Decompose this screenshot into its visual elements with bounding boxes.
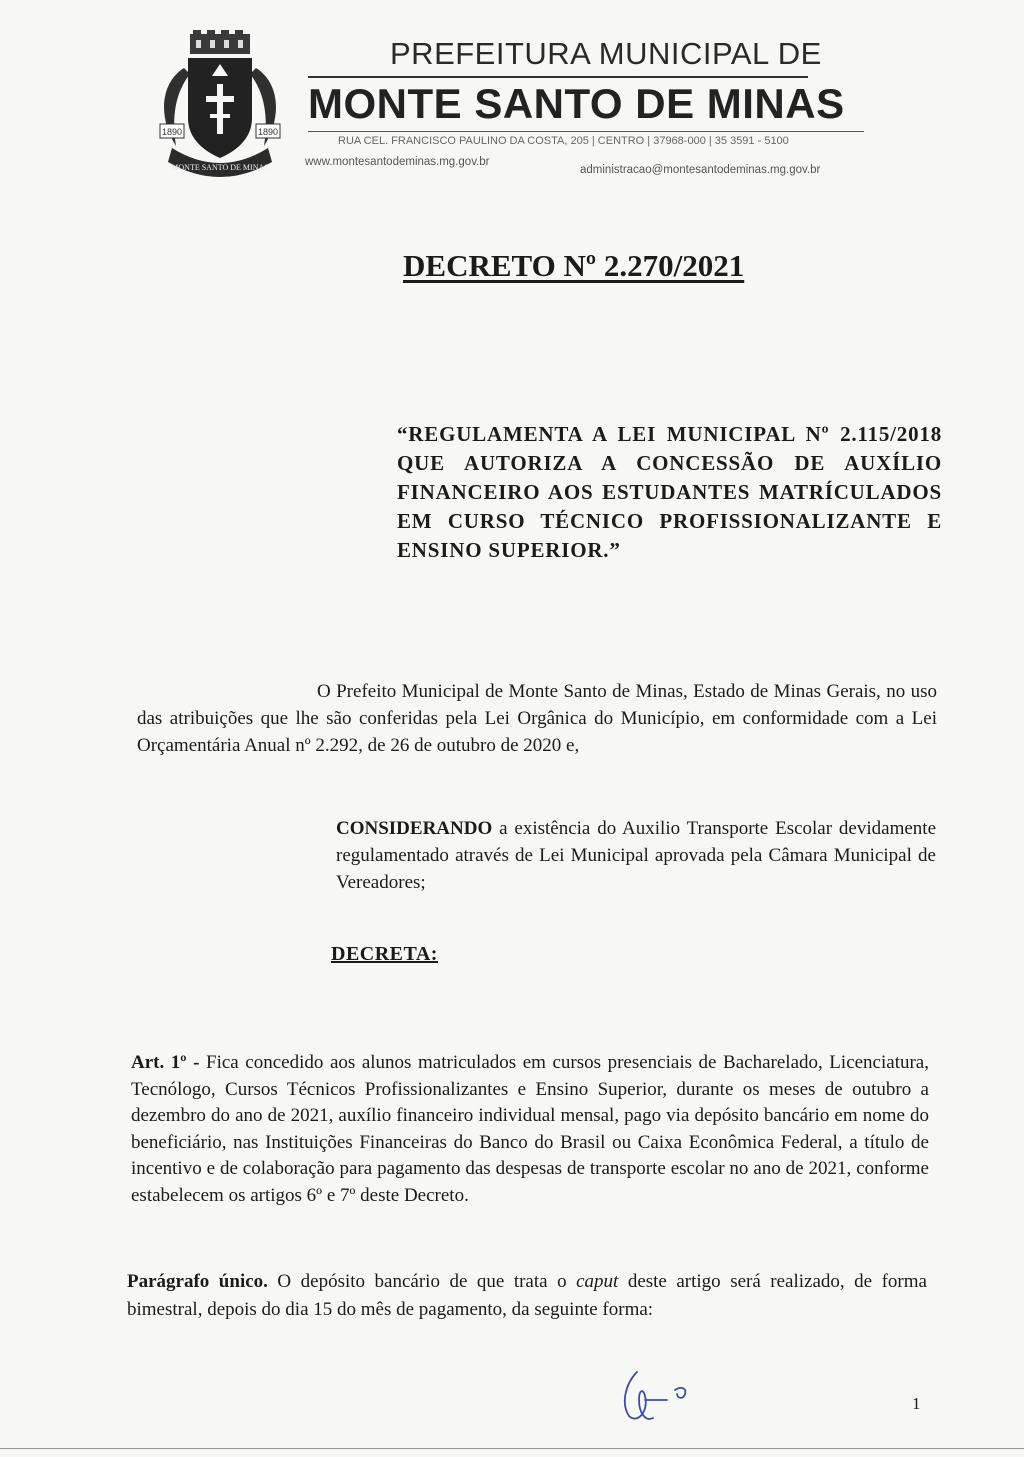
header-divider <box>308 131 864 132</box>
decree-ementa: “REGULAMENTA A LEI MUNICIPAL Nº 2.115/2018 QUE AUTORIZA A CONCESSÃO DE AUXÍLIO FINANCEIRO AOS ESTUDANTES MATRÍCULADOS EM CURSO TÉCNICO PROFISSIONALIZANTE E ENSINO SUPERIOR.” <box>397 422 942 562</box>
footer-divider <box>0 1448 1024 1449</box>
decreta-heading: DECRETA: <box>331 943 438 965</box>
crest-ribbon-text: MONTE SANTO DE MINAS <box>171 163 269 172</box>
crest-year-left: 1890 <box>161 127 183 137</box>
article-1 <box>131 1050 929 1209</box>
article-1-label: Art. 1º - <box>131 1052 200 1073</box>
considerando-paragraph <box>336 815 936 896</box>
header-prefeitura: PREFEITURA MUNICIPAL DE <box>390 36 822 71</box>
municipal-crest-icon <box>150 28 290 188</box>
considerando-text: a existência do Auxilio Transporte Escolar devidamente regulamentado através de Lei Municipal aprovada pela Câmara Municipal de Vereadores; <box>336 818 936 893</box>
paragrafo-text-a: O depósito bancário de que trata o <box>267 1271 577 1292</box>
header-municipality: MONTE SANTO DE MINAS <box>308 80 845 127</box>
paragrafo-label: Parágrafo único. <box>127 1271 268 1292</box>
decree-title: DECRETO Nº 2.270/2021 <box>403 248 745 283</box>
signature-icon <box>615 1360 710 1430</box>
crest-year-right: 1890 <box>257 127 279 137</box>
considerando-label: CONSIDERANDO <box>336 818 493 839</box>
header-website: www.montesantodeminas.mg.gov.br <box>305 156 490 168</box>
header-email: administracao@montesantodeminas.mg.gov.br <box>580 164 821 176</box>
paragrafo-caput: caput <box>576 1271 619 1292</box>
article-1-text: Fica concedido aos alunos matriculados em cursos presenciais de Bacharelado, Licenciatura, Tecnólogo, Cursos Técnicos Profissionalizantes e Ensino Superior, durante os meses de outubro a dezembro do ano de 2021, auxílio financeiro individual mensal, pago via depósito bancário em nome do beneficiário, nas Instituições Financeiras do Banco do Brasil ou Caixa Econômica Federal, a título de incentivo e de colaboração para pagamento das despesas de transporte escolar no ano de 2021, conforme estabelecem os artigos 6º e 7º deste Decreto. <box>131 1052 929 1206</box>
paragrafo-unico <box>127 1268 927 1324</box>
header-divider <box>308 76 808 78</box>
header-address: RUA CEL. FRANCISCO PAULINO DA COSTA, 205 | CENTRO | 37968-000 | 35 3591 - 5100 <box>338 135 789 147</box>
paragrafo-text-b: deste artigo será realizado, de forma bimestral, depois do dia 15 do mês de pagamento, da seguinte forma: <box>127 1271 927 1320</box>
page-number: 1 <box>912 1394 921 1413</box>
intro-paragraph: O Prefeito Municipal de Monte Santo de Minas, Estado de Minas Gerais, no uso das atribuições que lhe são conferidas pela Lei Orgânica do Município, em conformidade com a Lei Orçamentária Anual nº 2.292, de 26 de outubro de 2020 e, <box>137 681 937 756</box>
